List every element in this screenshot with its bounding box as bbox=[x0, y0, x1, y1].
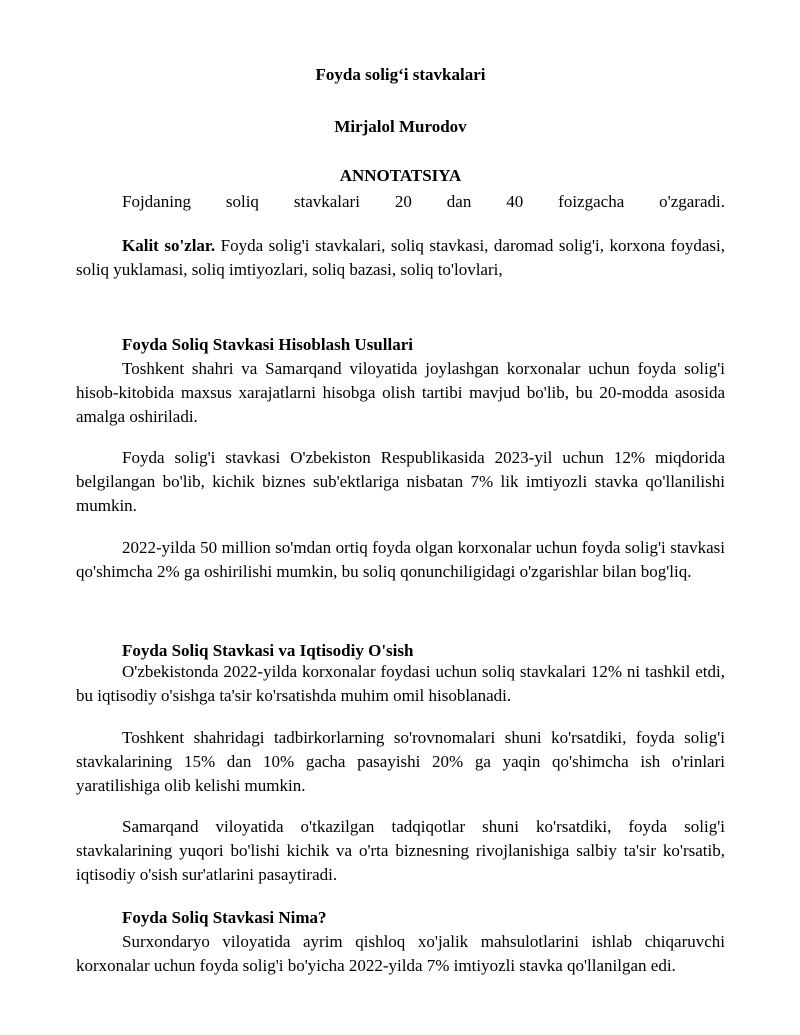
section-paragraph: O'zbekistonda 2022-yilda korxonalar foydasi uchun soliq stavkalari 12% ni tashkil etdi, bu iqtisodiy o'sishga ta'sir ko'rsatishda muhim omil hisoblanadi. bbox=[76, 662, 725, 705]
section-heading: Foyda Soliq Stavkasi Nima? bbox=[122, 908, 327, 927]
annotation-text: Fojdaning soliq stavkalari 20 dan 40 foizgacha o'zgaradi. bbox=[122, 192, 725, 211]
section-heading: Foyda Soliq Stavkasi va Iqtisodiy O'sish bbox=[122, 641, 414, 660]
section-heading: Foyda Soliq Stavkasi Hisoblash Usullari bbox=[122, 335, 413, 354]
keywords-paragraph bbox=[76, 234, 725, 282]
paper-author: Mirjalol Murodov bbox=[334, 117, 467, 136]
section-paragraph: Toshkent shahri va Samarqand viloyatida joylashgan korxonalar uchun foyda solig'i hisob-kitobida maxsus xarajatlarni hisobga olish tartibi mavjud bo'lib, bu 20-modda asosida amalga oshiriladi. bbox=[76, 359, 725, 426]
annotation-heading: ANNOTATSIYA bbox=[339, 166, 462, 185]
section-paragraph: 2022-yilda 50 million so'mdan ortiq foyda olgan korxonalar uchun foyda solig'i stavkasi qo'shimcha 2% ga oshirilishi mumkin, bu soliq qonunchiligidagi o'zgarishlar bilan bog'liq. bbox=[76, 538, 725, 581]
section-paragraph: Surxondaryo viloyatida ayrim qishloq xo'jalik mahsulotlarini ishlab chiqaruvchi korxonalar uchun foyda solig'i bo'yicha 2022-yilda 7% imtiyozli stavka qo'llanilgan edi. bbox=[76, 932, 725, 975]
section-paragraph: Toshkent shahridagi tadbirkorlarning so'rovnomalari shuni ko'rsatdiki, foyda solig'i stavkalarining 15% dan 10% gacha pasayishi 20% ga yaqin qo'shimcha ish o'rinlari yaratilishiga olib kelishi mumkin. bbox=[76, 728, 725, 795]
section-paragraph: Foyda solig'i stavkasi O'zbekiston Respublikasida 2023-yil uchun 12% miqdorida belgilangan bo'lib, kichik biznes sub'ektlariga nisbatan 7% lik imtiyozli stavka qo'llanilishi mumkin. bbox=[76, 448, 725, 515]
keywords-label: Kalit so'zlar. bbox=[122, 236, 216, 255]
keywords-text: Foyda solig'i stavkalari, soliq stavkasi, daromad solig'i, korxona foydasi, soliq yuklamasi, soliq imtiyozlari, soliq bazasi, soliq to'lovlari, bbox=[76, 236, 725, 279]
paper-title: Foyda solig‘i stavkalari bbox=[315, 65, 486, 84]
section-paragraph: Samarqand viloyatida o'tkazilgan tadqiqotlar shuni ko'rsatdiki, foyda solig'i stavkalarining yuqori bo'lishi kichik va o'rta biznesning rivojlanishiga salbiy ta'sir ko'rsatib, iqtisodiy o'sish sur'atlarini pasaytiradi. bbox=[76, 817, 725, 884]
